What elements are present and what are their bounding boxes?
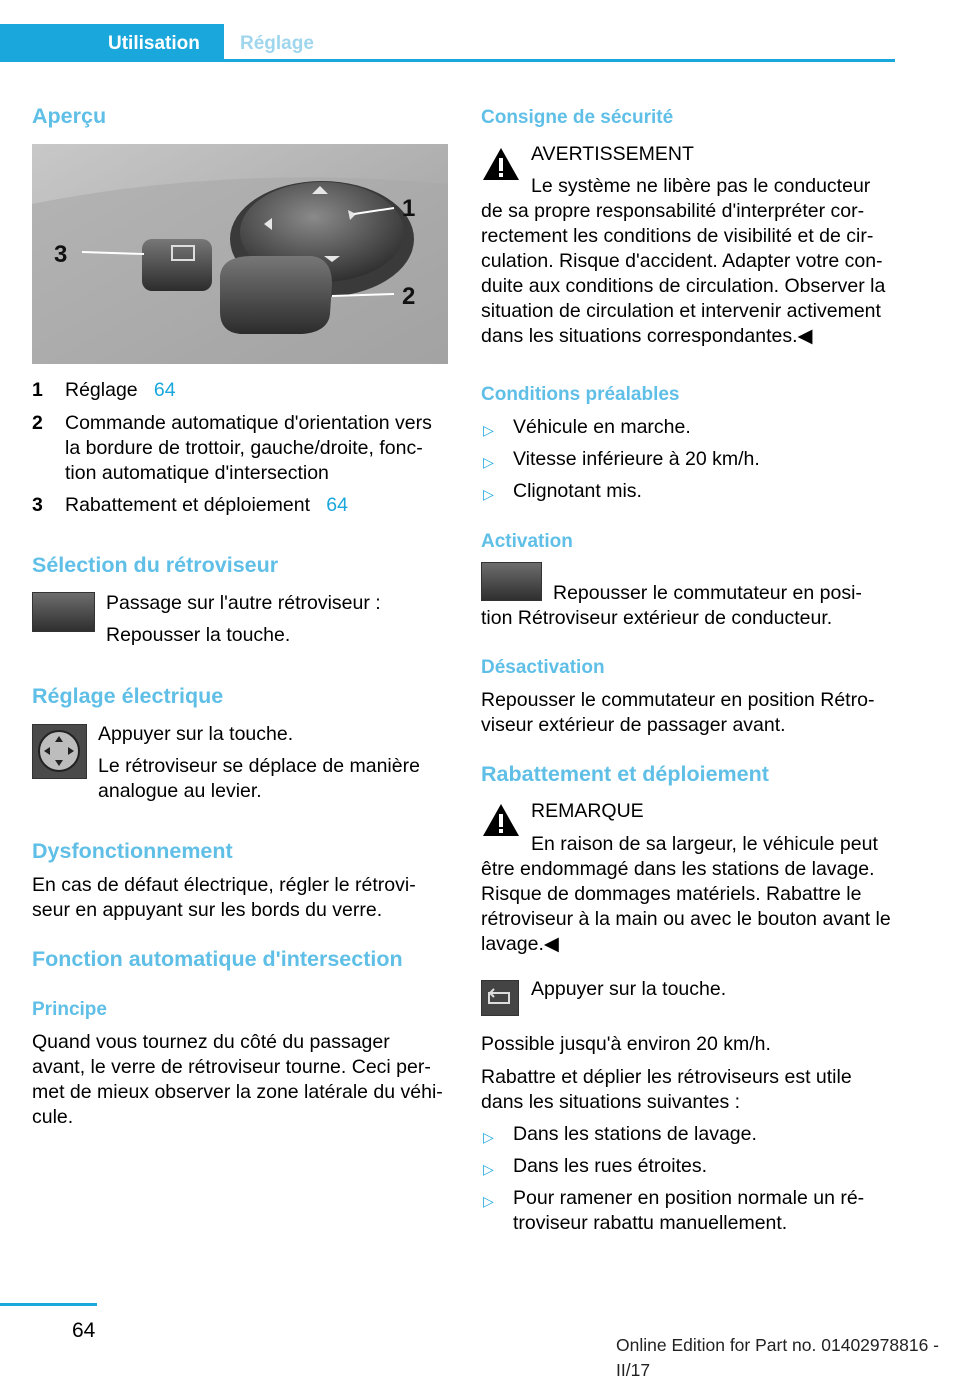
warn1-line7: dans les situations correspondantes.◀ [481, 325, 813, 347]
desactivation-line2: viseur extérieur de passager avant. [481, 714, 786, 736]
rab-line2: dans les situations suivantes : [481, 1091, 741, 1113]
mirror-control-illustration [32, 144, 448, 364]
warn1-line6: situation de circulation et intervenir activement [481, 300, 881, 322]
mirror-control-photo [32, 144, 448, 364]
warn1-line1: Le système ne libère pas le conducteur [531, 175, 871, 197]
photo-label-2: 2 [402, 283, 416, 310]
tab-utilisation[interactable] [0, 24, 224, 62]
situation-3-line2: troviseur rabattu manuellement. [513, 1212, 788, 1234]
page-number: 64 [72, 1319, 96, 1342]
heading-consigne: Consigne de sécurité [481, 107, 674, 128]
situation-3-line1: Pour ramener en position normale un ré‐ [513, 1187, 865, 1209]
reglage-line3: analogue au levier. [98, 780, 262, 802]
warn2-line5: lavage.◀ [481, 933, 559, 955]
dys-line1: En cas de défaut électrique, régler le rétrovi‐ [32, 874, 416, 896]
footer-rule [0, 1303, 97, 1306]
heading-reglage-electrique: Réglage électrique [32, 684, 224, 708]
warn2-line4: rétroviseur à la main ou avec le bouton avant le [481, 908, 891, 930]
footer-edition: Online Edition for Part no. 01402978816 - II/17 [616, 1335, 939, 1380]
item-2-number: 2 [32, 412, 43, 434]
item-3-page-link[interactable]: 64 [326, 494, 348, 516]
desactivation-line1: Repousser le commutateur en position Rétro‐ [481, 689, 875, 711]
situation-1: Dans les stations de lavage. [513, 1123, 757, 1145]
situation-2: Dans les rues étroites. [513, 1155, 708, 1177]
reglage-line2: Le rétroviseur se déplace de manière [98, 755, 420, 777]
bullet-arrow-icon: ▷ [483, 422, 494, 438]
heading-apercu: Aperçu [32, 104, 107, 128]
selection-line1: Passage sur l'autre rétroviseur : [106, 592, 381, 614]
selection-line2: Repousser la touche. [106, 624, 291, 646]
heading-conditions: Conditions préalables [481, 384, 680, 405]
possible-text: Possible jusqu'à environ 20 km/h. [481, 1033, 771, 1055]
heading-rabattement: Rabattement et déploiement [481, 762, 769, 786]
principe-line4: cule. [32, 1106, 74, 1128]
heading-selection: Sélection du rétroviseur [32, 553, 279, 577]
item-2-line3: tion automatique d'intersection [65, 462, 329, 484]
mirror-adjust-button-icon [32, 724, 87, 779]
heading-activation: Activation [481, 531, 573, 552]
bullet-arrow-icon: ▷ [483, 1193, 494, 1209]
principe-line2: avant, le verre de rétroviseur tourne. Ceci per‐ [32, 1056, 431, 1078]
photo-label-1: 1 [402, 195, 416, 222]
bullet-arrow-icon: ▷ [483, 454, 494, 470]
warn1-line5: duite aux conditions de circulation. Observer la [481, 275, 886, 297]
warning-icon [481, 146, 521, 182]
condition-1: Véhicule en marche. [513, 416, 691, 438]
heading-fonction-intersection: Fonction automatique d'intersection [32, 947, 403, 971]
warning-icon [481, 802, 521, 838]
warn2-line1: En raison de sa largeur, le véhicule peut [531, 833, 878, 855]
bullet-arrow-icon: ▷ [483, 1161, 494, 1177]
principe-line1: Quand vous tournez du côté du passager [32, 1031, 390, 1053]
warn1-line3: rectement les conditions de visibilité et de cir‐ [481, 225, 874, 247]
item-3-text: Rabattement et déploiement 64 [65, 494, 348, 516]
item-2-line1: Commande automatique d'orientation vers [65, 412, 432, 434]
heading-dysfonctionnement: Dysfonctionnement [32, 839, 233, 863]
item-1-number: 1 [32, 379, 43, 401]
item-3-number: 3 [32, 494, 43, 516]
photo-label-3: 3 [54, 241, 68, 268]
mirror-switch-icon [32, 592, 95, 632]
activation-line1: Repousser le commutateur en posi‐ [553, 582, 862, 604]
warn1-line4: culation. Risque d'accident. Adapter votre con‐ [481, 250, 883, 272]
header-rule [224, 59, 895, 62]
item-1-page-link[interactable]: 64 [153, 379, 176, 401]
fold-mirror-button-icon [481, 980, 519, 1016]
tab-utilisation-label: Utilisation [108, 33, 200, 54]
tab-reglage[interactable]: Réglage [240, 33, 314, 54]
condition-2: Vitesse inférieure à 20 km/h. [513, 448, 760, 470]
reglage-line1: Appuyer sur la touche. [98, 723, 294, 745]
bullet-arrow-icon: ▷ [483, 486, 494, 502]
condition-3: Clignotant mis. [513, 480, 642, 502]
header [0, 24, 895, 62]
principe-line3: met de mieux observer la zone latérale du véhi‐ [32, 1081, 443, 1103]
mirror-switch-icon [481, 562, 542, 601]
warn2-head: REMARQUE [531, 800, 644, 822]
warn2-line2: être endommagé dans les stations de lavage. [481, 858, 875, 880]
rab-line1: Rabattre et déplier les rétroviseurs est utile [481, 1066, 852, 1088]
heading-desactivation: Désactivation [481, 657, 605, 678]
dys-line2: seur en appuyant sur les bords du verre. [32, 899, 383, 921]
heading-principe: Principe [32, 999, 107, 1020]
warn1-line2: de sa propre responsabilité d'interpréter cor‐ [481, 200, 865, 222]
item-1-text: Réglage 64 [65, 379, 176, 401]
bullet-arrow-icon: ▷ [483, 1129, 494, 1145]
warn1-head: AVERTISSEMENT [531, 143, 694, 165]
warn2-line3: Risque de dommages matériels. Rabattre le [481, 883, 862, 905]
activation-line2: tion Rétroviseur extérieur de conducteur. [481, 607, 833, 629]
appuyer-text: Appuyer sur la touche. [531, 978, 727, 1000]
item-2-line2: la bordure de trottoir, gauche/droite, fonc‐ [65, 437, 423, 459]
